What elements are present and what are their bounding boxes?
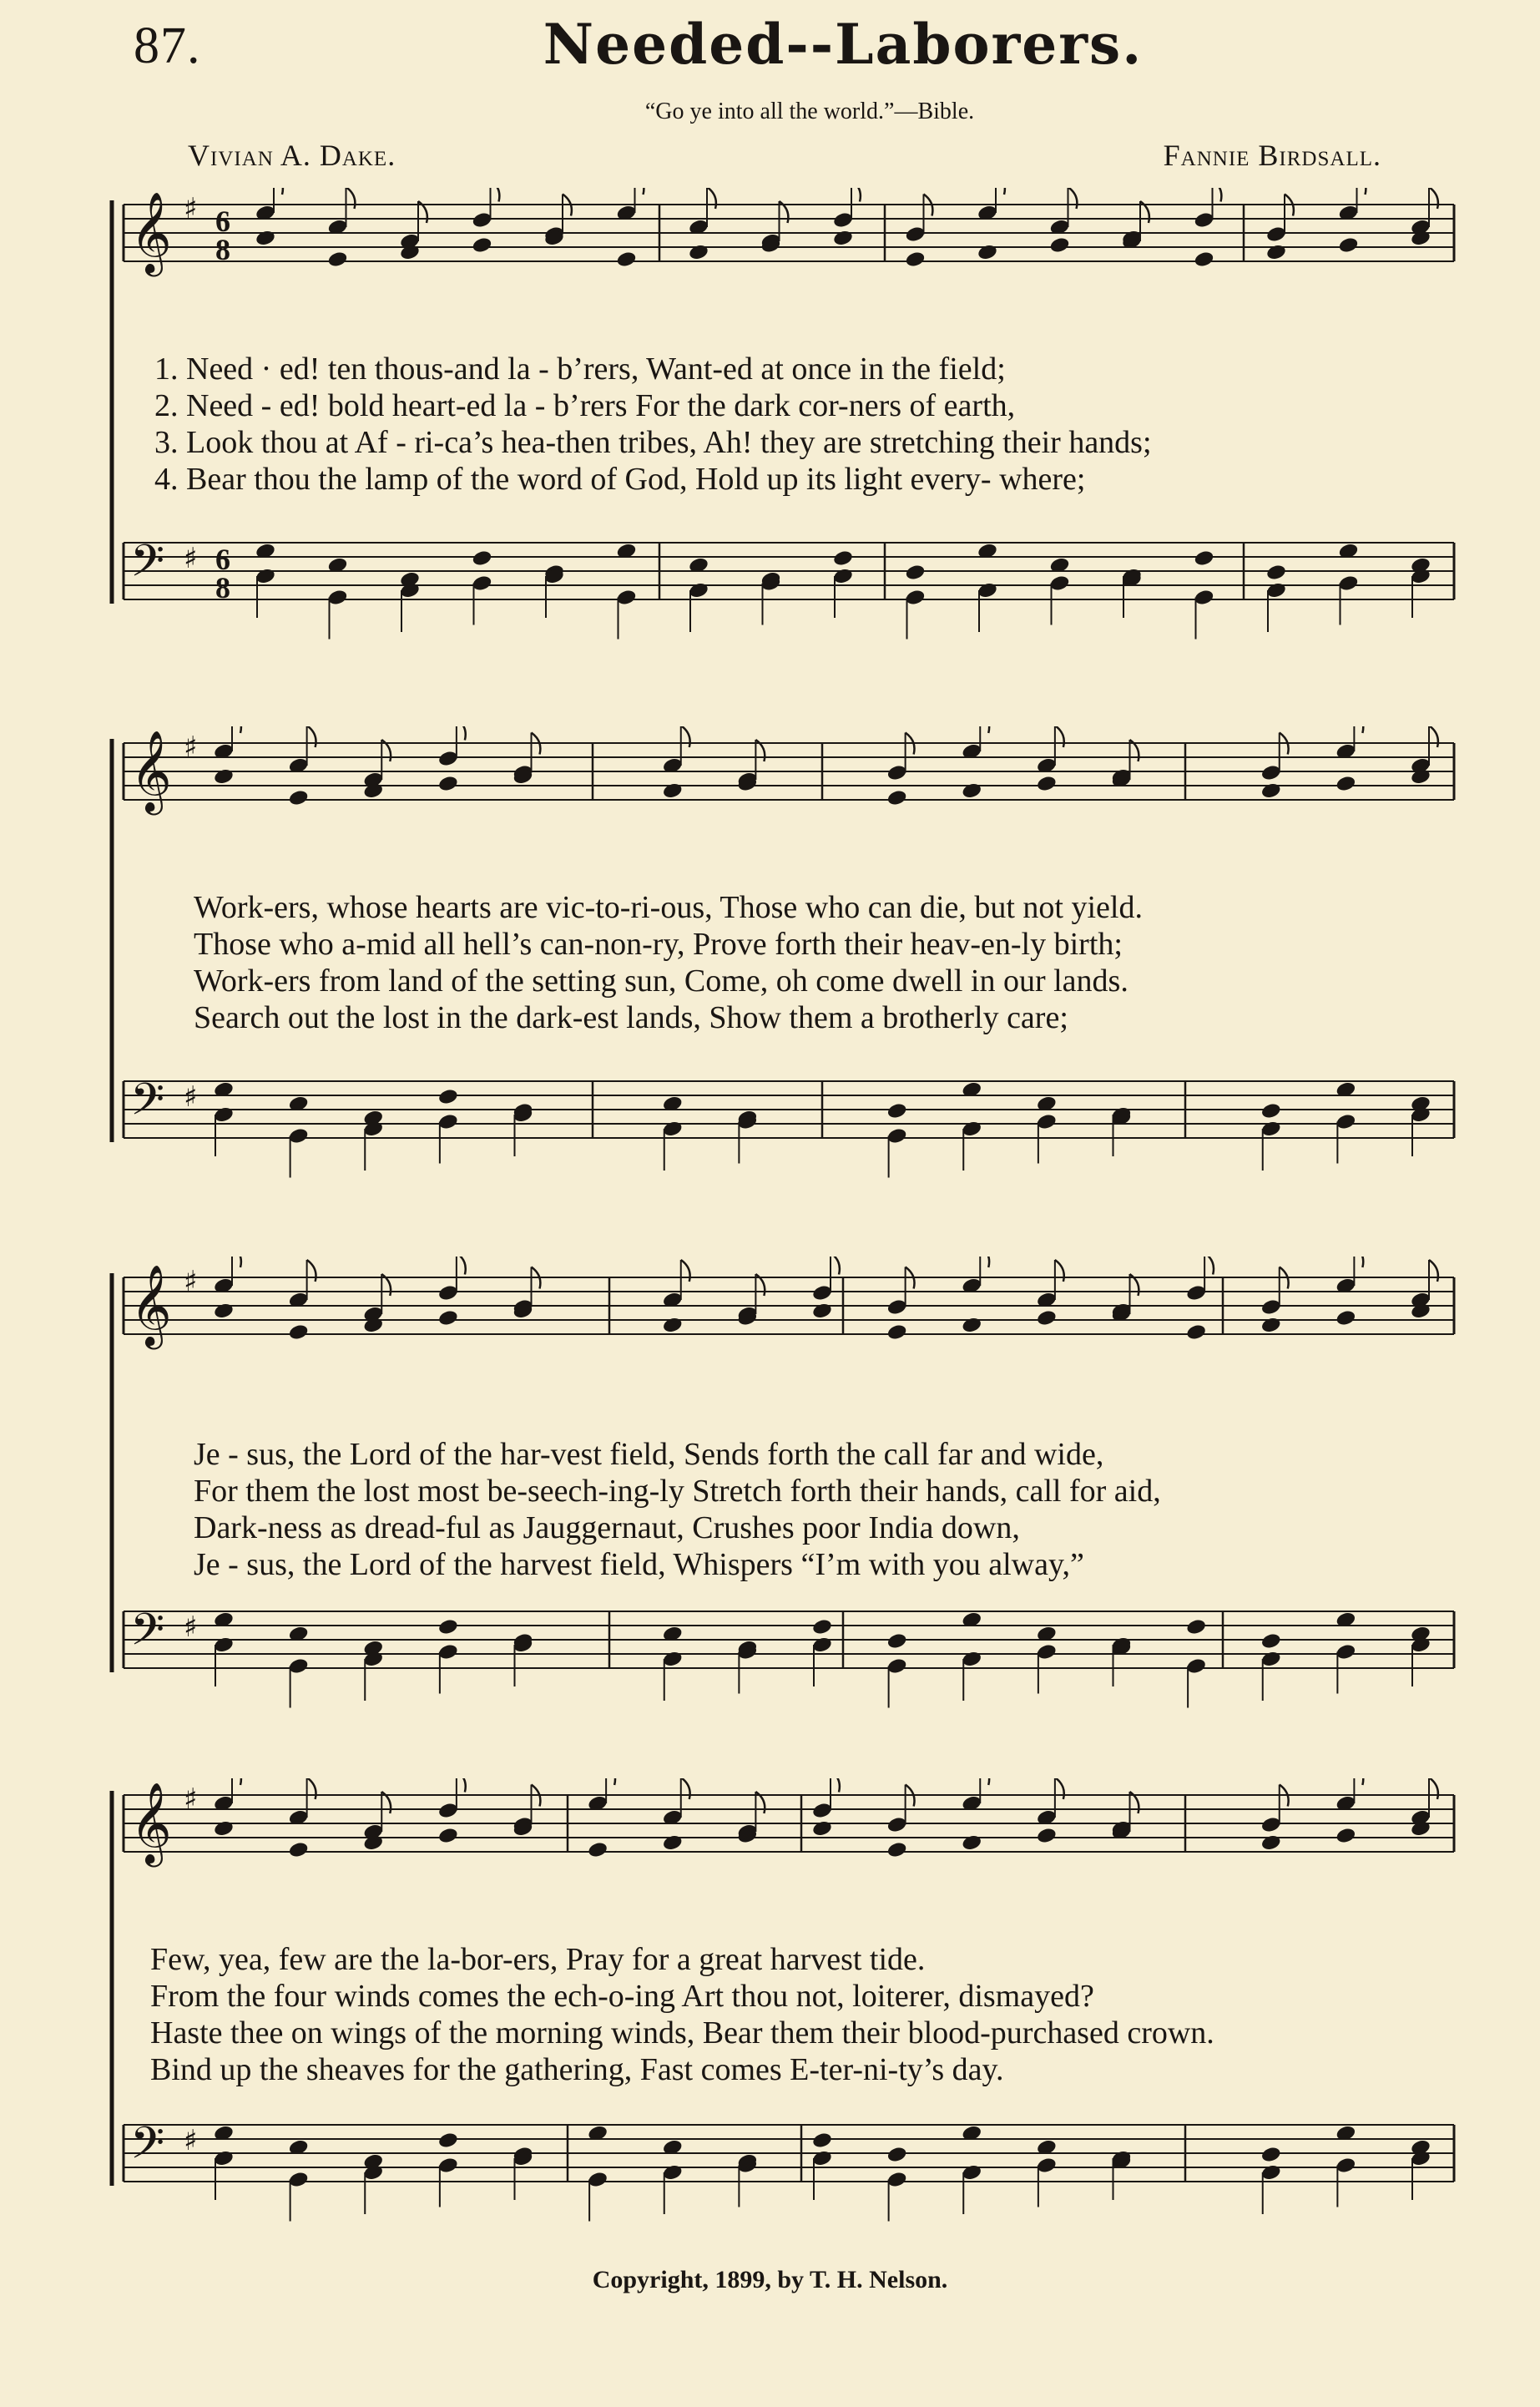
notehead (905, 250, 927, 269)
bass-clef-icon: 𝄢 (130, 1605, 165, 1666)
notehead (437, 1618, 459, 1636)
hymn-number: 87. (134, 18, 201, 74)
notehead (1036, 775, 1058, 793)
notehead (1335, 1309, 1356, 1327)
treble-clef-icon: 𝄞 (130, 1264, 172, 1346)
notehead (255, 229, 276, 247)
notehead (1338, 236, 1360, 255)
notehead (1335, 775, 1356, 793)
lyrics-section-2 (194, 889, 1143, 1036)
note-flag (274, 188, 283, 195)
notehead (886, 2146, 908, 2164)
verse-4-line: Je - sus, the Lord of the harvest field, Whispers “I’m with you alway,” (194, 1547, 1084, 1582)
note-flag (457, 726, 466, 741)
note-flag (307, 726, 316, 747)
note-flag (1429, 188, 1438, 209)
note-flag (1357, 188, 1366, 195)
time-signature-top: 6 (215, 205, 230, 238)
note-flag (1354, 1778, 1363, 1785)
notehead (811, 1819, 833, 1838)
note-flag (1429, 1778, 1438, 1799)
note-flag (232, 1778, 241, 1785)
author-credit: Vivian A. Dake. (188, 139, 396, 172)
verse-1-line: Few, yea, few are the la-bor-ers, Pray for a great harvest tide. (150, 1942, 926, 1977)
notehead (886, 1102, 908, 1120)
note-flag (996, 188, 1005, 195)
notehead (1335, 1827, 1356, 1845)
verse-3-line: Dark-ness as dread-ful as Jauggernaut, Crushes poor India down, (194, 1510, 1020, 1545)
verse-3-line: Haste thee on wings of the morning winds, Bear them their blood-purchased crown. (150, 2015, 1214, 2051)
notehead (811, 2131, 833, 2150)
note-flag (1055, 1260, 1064, 1282)
note-flag (831, 1778, 840, 1793)
verse-1-line: Work-ers, whose hearts are vic-to-ri-ous, Those who can die, but not yield. (194, 890, 1143, 925)
note-flag (1354, 1257, 1363, 1267)
sharp-icon: ♯ (184, 731, 198, 764)
note-flag (851, 188, 861, 202)
note-flag (681, 1260, 690, 1282)
notehead (832, 549, 854, 568)
notehead (662, 781, 684, 800)
notehead (213, 767, 235, 786)
notehead (437, 1088, 459, 1106)
note-flag (457, 1778, 466, 1793)
note-flag (232, 726, 241, 733)
composer-credit: Fannie Birdsall. (1163, 139, 1381, 172)
notehead (811, 1302, 833, 1320)
notehead (213, 1302, 235, 1320)
note-flag (346, 188, 356, 209)
note-flag (1204, 1257, 1214, 1275)
notehead (616, 250, 638, 269)
notehead (1036, 1309, 1058, 1327)
notehead (1260, 2146, 1282, 2164)
notehead (1265, 564, 1287, 582)
time-signature-bottom: 8 (215, 571, 230, 604)
note-flag (1068, 188, 1078, 209)
epigraph: “Go ye into all the world.”—Bible. (644, 99, 975, 124)
sharp-icon: ♯ (184, 1080, 198, 1114)
verse-3-line: Work-ers from land of the setting sun, Come, oh come dwell in our lands. (194, 963, 1128, 999)
notehead (437, 1827, 459, 1845)
note-flag (980, 1257, 989, 1267)
sharp-icon: ♯ (184, 2124, 198, 2157)
notehead (886, 1632, 908, 1651)
hymn-title: Needed--Laborers. (543, 12, 1144, 77)
note-flag (1055, 726, 1064, 747)
note-flag (1354, 726, 1363, 733)
verse-2-line: For them the lost most be-seech-ing-ly Stretch forth their hands, call for aid, (194, 1474, 1161, 1509)
notehead (587, 1841, 608, 1859)
verse-4-line: Bind up the sheaves for the gathering, Fast comes E-ter-ni-ty’s day. (150, 2052, 1004, 2087)
note-flag (491, 188, 500, 202)
note-flag (681, 1778, 690, 1799)
verse-1-line: Je - sus, the Lord of the har-vest field, Sends forth the call far and wide, (194, 1437, 1104, 1472)
verse-2-line: 2. Need - ed! bold heart-ed la - b’rers For the dark cor-ners of earth, (154, 388, 1016, 423)
note-flag (232, 1257, 241, 1267)
sharp-icon: ♯ (184, 1782, 198, 1816)
notehead (437, 1309, 459, 1327)
notehead (1036, 1827, 1058, 1845)
notehead (1260, 1632, 1282, 1651)
notehead (886, 1323, 908, 1342)
notehead (886, 789, 908, 807)
lyrics-section-1 (154, 351, 1152, 498)
notehead (1260, 781, 1282, 800)
verse-2-line: From the four winds comes the ech-o-ing Art thou not, loiterer, dismayed? (150, 1979, 1094, 2014)
notehead (961, 1833, 982, 1852)
notehead (1260, 1316, 1282, 1334)
sharp-icon: ♯ (184, 1611, 198, 1644)
copyright-notice: Copyright, 1899, by T. H. Nelson. (592, 2266, 948, 2293)
treble-clef-icon: 𝄞 (130, 191, 172, 273)
notehead (1194, 250, 1215, 269)
bass-clef-icon: 𝄢 (130, 536, 165, 598)
lyrics-section-3 (194, 1436, 1161, 1583)
note-flag (980, 726, 989, 733)
sharp-icon: ♯ (184, 1265, 198, 1298)
notehead (662, 1316, 684, 1334)
notehead (977, 243, 998, 261)
notehead (662, 1833, 684, 1852)
notehead (811, 1618, 833, 1636)
notehead (472, 549, 493, 568)
notehead (437, 775, 459, 793)
time-signature-bottom: 8 (215, 233, 230, 266)
notehead (1185, 1323, 1207, 1342)
notehead (1049, 236, 1071, 255)
bass-clef-icon: 𝄢 (130, 2118, 165, 2180)
verse-3-line: 3. Look thou at Af - ri-ca’s hea-then tribes, Ah! they are stretching their hands; (154, 425, 1152, 460)
lyrics-section-4 (150, 1941, 1214, 2088)
notehead (1185, 1618, 1207, 1636)
notehead (961, 781, 982, 800)
note-flag (457, 1257, 466, 1275)
notehead (886, 1841, 908, 1859)
notehead (1265, 243, 1287, 261)
verse-4-line: 4. Bear thou the lamp of the word of God, Hold up its light every- where; (154, 462, 1086, 497)
notehead (905, 564, 927, 582)
notehead (327, 250, 349, 269)
verse-2-line: Those who a-mid all hell’s can-non-ry, Prove forth their heav-en-ly birth; (194, 927, 1123, 962)
verse-4-line: Search out the lost in the dark-est lands, Show them a brotherly care; (194, 1000, 1068, 1035)
notehead (288, 789, 310, 807)
treble-clef-icon: 𝄞 (130, 730, 172, 812)
note-flag (635, 188, 644, 195)
note-flag (1429, 726, 1438, 747)
sharp-icon: ♯ (184, 192, 198, 225)
treble-clef-icon: 𝄞 (130, 1782, 172, 1863)
note-flag (307, 1260, 316, 1282)
notehead (1260, 1102, 1282, 1120)
note-flag (1055, 1778, 1064, 1799)
note-flag (606, 1778, 615, 1785)
notehead (832, 229, 854, 247)
note-flag (1429, 1260, 1438, 1282)
note-flag (831, 1257, 840, 1275)
notehead (1260, 1833, 1282, 1852)
notehead (472, 236, 493, 255)
bass-clef-icon: 𝄢 (130, 1075, 165, 1136)
note-flag (307, 1778, 316, 1799)
notehead (1194, 549, 1215, 568)
note-flag (707, 188, 716, 209)
notehead (437, 2131, 459, 2150)
notehead (688, 243, 709, 261)
sharp-icon: ♯ (184, 542, 198, 575)
note-flag (681, 726, 690, 747)
note-flag (1213, 188, 1222, 202)
notehead (213, 1819, 235, 1838)
note-flag (980, 1778, 989, 1785)
notehead (288, 1323, 310, 1342)
time-signature-top: 6 (215, 543, 230, 576)
verse-1-line: 1. Need · ed! ten thous-and la - b’rers, Want-ed at once in the field; (154, 351, 1006, 387)
notehead (961, 1316, 982, 1334)
notehead (288, 1841, 310, 1859)
